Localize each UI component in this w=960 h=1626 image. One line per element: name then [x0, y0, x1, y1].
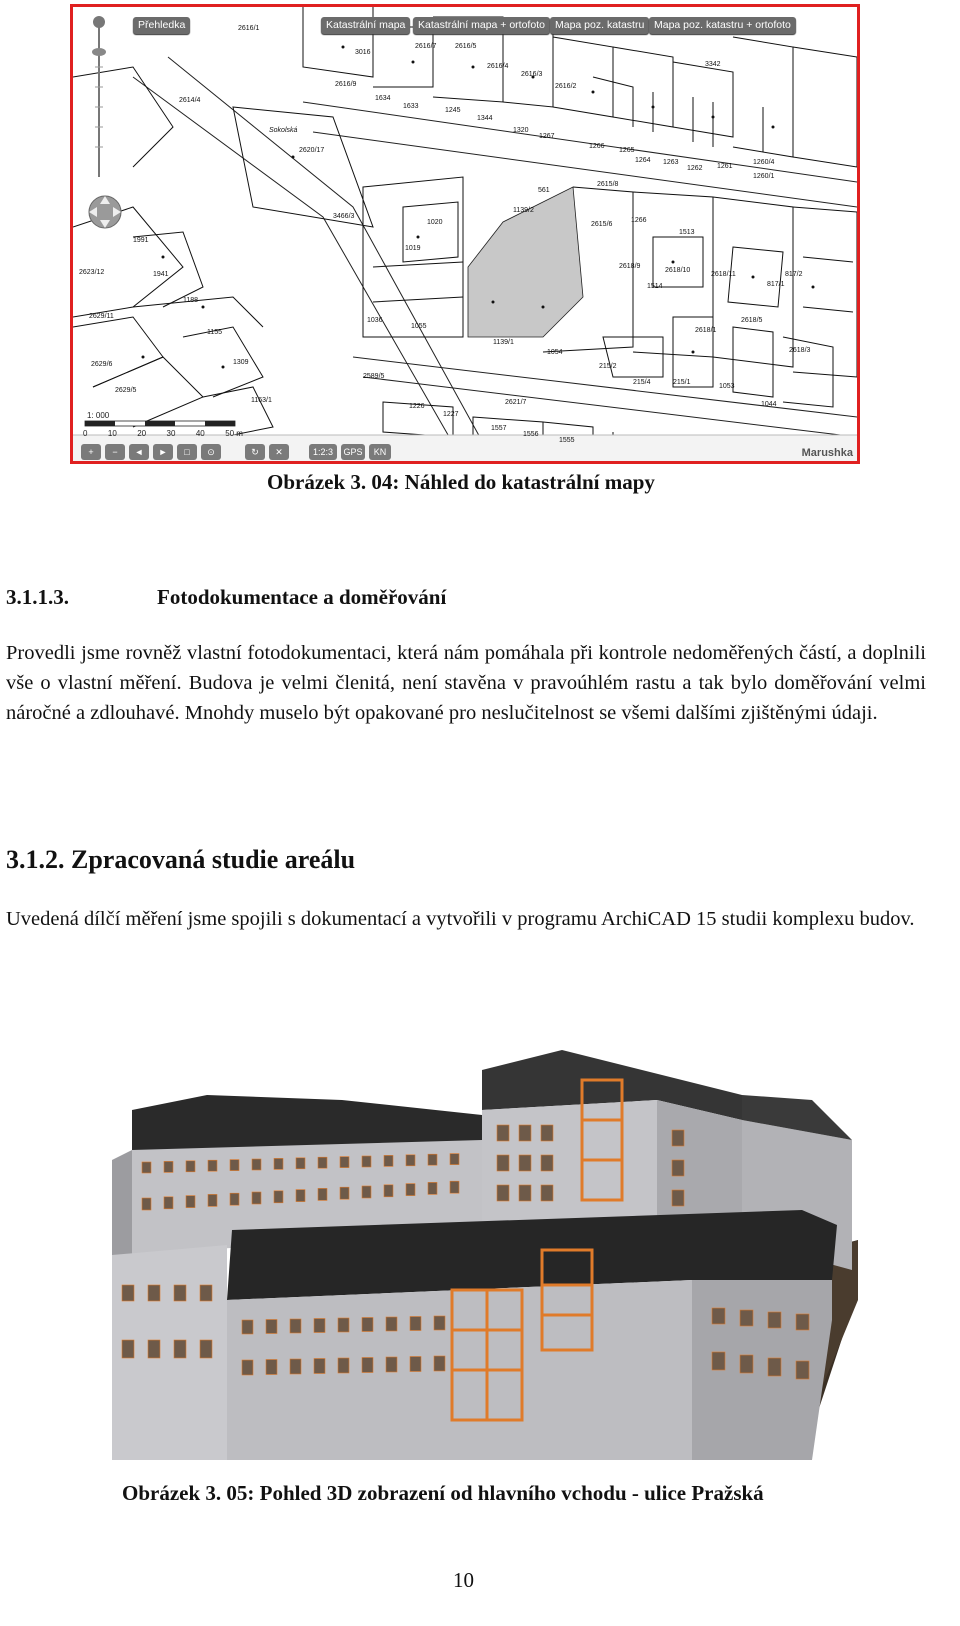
- building-window: [242, 1360, 253, 1375]
- map-brand-logo: Marushka: [801, 447, 853, 459]
- forward-button[interactable]: ►: [153, 444, 173, 460]
- building-window: [274, 1191, 283, 1203]
- building-window: [541, 1125, 553, 1141]
- parcel-number-label: 1044: [761, 401, 777, 408]
- building-window: [338, 1318, 349, 1332]
- parcel-number-label: 1309: [233, 359, 249, 366]
- parcel-number-label: 817/1: [767, 281, 785, 288]
- building-window: [318, 1188, 327, 1200]
- building-window: [384, 1155, 393, 1166]
- measure-button[interactable]: 1:2:3: [309, 444, 337, 460]
- layer-tab-cadastral-map[interactable]: Katastrální mapa: [321, 17, 410, 34]
- parcel-number-label: 1226: [409, 403, 425, 410]
- scale-tick-labels: [83, 429, 243, 438]
- clear-button[interactable]: ✕: [269, 444, 289, 460]
- paragraph-photo-documentation: Provedli jsme rovněž vlastní fotodokumentaci, která nám pomáhala při kontrole nedoměřených částí, a doplnili vše o vlastní měření. Budova je velmi členitá, není stavěna v pravoúhlém rastu a tak bylo doměřování velmi náročné a zdlouhavé. Mnohdy muselo být opakované pro neslučitelnost se všemi dalšími zjištěnými údaji.: [6, 642, 926, 724]
- parcel-number-label: 2616/2: [555, 83, 577, 90]
- building-window: [428, 1154, 437, 1165]
- parcel-number-label: 1265: [619, 147, 635, 154]
- back-button[interactable]: ◄: [129, 444, 149, 460]
- parcel-number-label: 1264: [635, 157, 651, 164]
- building-window: [541, 1155, 553, 1171]
- layer-tab-land-register-map[interactable]: Mapa poz. katastru: [550, 17, 649, 34]
- building-window: [796, 1314, 809, 1330]
- building-window: [164, 1161, 173, 1172]
- building-window: [252, 1192, 261, 1204]
- zoom-slider: [92, 16, 106, 177]
- building-window: [428, 1182, 437, 1194]
- parcel-number-label: 2623/12: [79, 269, 105, 276]
- parcel-number-label: 1320: [513, 127, 529, 134]
- paragraph-study: Uvedená dílčí měření jsme spojili s dokumentací a vytvořili v programu ArchiCAD 15 studii komplexu budov.: [6, 908, 915, 930]
- building-window: [142, 1162, 151, 1173]
- building-window: [362, 1186, 371, 1198]
- layer-tab-cadastral-ortho[interactable]: Katastrální mapa + ortofoto: [413, 17, 550, 34]
- building-window: [122, 1285, 134, 1301]
- figure-caption-3d: Obrázek 3. 05: Pohled 3D zobrazení od hlavního vchodu - ulice Pražská: [122, 1481, 764, 1505]
- building-window: [296, 1190, 305, 1202]
- scale-tick: 0: [83, 429, 88, 438]
- building-window: [712, 1308, 725, 1324]
- parcel-number-label: 1941: [153, 271, 169, 278]
- scale-tick: 40: [195, 429, 205, 438]
- building-window: [362, 1156, 371, 1167]
- parcel-number-label: 1556: [523, 431, 539, 438]
- building-window: [290, 1319, 301, 1333]
- building-window: [314, 1319, 325, 1333]
- parcel-number-label: 215/2: [599, 363, 617, 370]
- parcel-number-label: 2589/5: [363, 373, 385, 380]
- parcel-number-label: 2616/7: [415, 43, 437, 50]
- parcel-number-label: 2618/3: [789, 347, 811, 354]
- building-window: [450, 1154, 459, 1165]
- parcel-number-label: 1019: [405, 245, 421, 252]
- building-window: [497, 1125, 509, 1141]
- building-window: [230, 1160, 239, 1171]
- building-window: [148, 1285, 160, 1301]
- parcel-number-label: 1344: [477, 115, 493, 122]
- building-window: [410, 1317, 421, 1331]
- parcel-number-label: 2629/6: [91, 361, 113, 368]
- parcel-number-label: 1513: [679, 229, 695, 236]
- building-window: [186, 1161, 195, 1172]
- street-label: Sokolská: [269, 127, 298, 134]
- parcel-number-label: 1155: [207, 329, 223, 336]
- building-window: [290, 1359, 301, 1374]
- building-window: [519, 1155, 531, 1171]
- parcel-number-label: 2618/11: [711, 271, 736, 278]
- building-window: [796, 1361, 809, 1379]
- parcel-number-label: 1054: [547, 349, 563, 356]
- zoom-in-button[interactable]: +: [81, 444, 101, 460]
- parcel-number-label: 1555: [559, 437, 575, 444]
- parcel-number-label: 1139/1: [493, 339, 514, 346]
- parcel-number-label: 1634: [375, 95, 391, 102]
- building-window: [406, 1155, 415, 1166]
- page-number: 10: [453, 1568, 474, 1592]
- building-window: [164, 1197, 173, 1209]
- parcel-number-label: 2618/10: [665, 267, 691, 274]
- scale-tick: 30: [166, 429, 176, 438]
- parcel-number-label: 1188: [183, 297, 199, 304]
- building-window: [266, 1360, 277, 1375]
- building-window: [122, 1340, 134, 1358]
- scale-tick: 10: [107, 429, 117, 438]
- section-heading: Fotodokumentace a doměřování: [157, 585, 447, 609]
- building-window: [230, 1193, 239, 1205]
- pan-control: [89, 196, 121, 228]
- building-window: [672, 1190, 684, 1206]
- parcel-number-label: 1514: [647, 283, 663, 290]
- building-window: [768, 1358, 781, 1376]
- building-window: [274, 1158, 283, 1169]
- parcel-number-label: 2618/1: [695, 327, 717, 334]
- parcel-number-label: 1245: [445, 107, 461, 114]
- scale-tick: 50 m: [225, 429, 243, 438]
- archicad-3d-render: [112, 1040, 858, 1460]
- building-window: [672, 1130, 684, 1146]
- parcel-number-label: 1263: [663, 159, 679, 166]
- building-window: [386, 1357, 397, 1372]
- parcel-number-label: 2618/9: [619, 263, 641, 270]
- building-window: [740, 1355, 753, 1373]
- cadastral-map-viewer[interactable]: [70, 4, 860, 464]
- parcel-number-label: 2614/4: [179, 97, 201, 104]
- parcel-number-label: 561: [538, 187, 550, 194]
- building-window: [672, 1160, 684, 1176]
- parcel-number-label: 215/4: [633, 379, 651, 386]
- building-window: [406, 1184, 415, 1196]
- building-window: [252, 1159, 261, 1170]
- parcel-number-label: 1262: [687, 165, 703, 172]
- zoom-box-button[interactable]: □: [177, 444, 197, 460]
- parcel-number-label: 3466/3: [333, 213, 355, 220]
- parcel-number-label: 2616/3: [521, 71, 543, 78]
- parcel-number-label: 2629/11: [89, 313, 114, 320]
- building-window: [384, 1185, 393, 1197]
- parcel-number-label: 1227: [443, 411, 459, 418]
- parcel-number-label: 2616/5: [455, 43, 477, 50]
- parcel-number-label: 1633: [403, 103, 419, 110]
- parcel-number-label: 2620/17: [299, 147, 325, 154]
- building-window: [768, 1312, 781, 1328]
- parcel-number-label: 1557: [491, 425, 507, 432]
- building-window: [362, 1318, 373, 1332]
- map-scale-text: 1: 000: [87, 411, 110, 420]
- parcel-number-label: 1036: [367, 317, 383, 324]
- layer-tab-land-register-ortho[interactable]: Mapa poz. katastru + ortofoto: [649, 17, 796, 34]
- building-window: [174, 1285, 186, 1301]
- building-window: [174, 1340, 186, 1358]
- full-extent-button[interactable]: ⊙: [201, 444, 221, 460]
- parcel-number-label: 2618/5: [741, 317, 763, 324]
- building-window: [340, 1157, 349, 1168]
- building-window: [434, 1316, 445, 1330]
- building-window: [186, 1196, 195, 1208]
- building-window: [386, 1317, 397, 1331]
- parcel-number-label: 1261: [717, 163, 733, 170]
- parcel-number-label: 2616/1: [238, 25, 260, 32]
- building-window: [296, 1158, 305, 1169]
- building-window: [340, 1187, 349, 1199]
- parcel-number-label: 1055: [411, 323, 427, 330]
- parcel-number-label: 2616/4: [487, 63, 509, 70]
- parcel-number-label: 1260/1: [753, 173, 775, 180]
- building-window: [266, 1320, 277, 1334]
- building-window: [362, 1358, 373, 1373]
- building-window: [208, 1194, 217, 1206]
- building-window: [450, 1181, 459, 1193]
- parcel-number-label: 1991: [133, 237, 149, 244]
- parcel-number-label: 817/2: [785, 271, 803, 278]
- figure-caption-map: Obrázek 3. 04: Náhled do katastrální mapy: [267, 470, 655, 494]
- building-window: [410, 1357, 421, 1372]
- parcel-number-label: 1163/1: [251, 397, 272, 404]
- scale-tick: 20: [137, 429, 147, 438]
- building-window: [434, 1356, 445, 1371]
- parcel-number-label: 2621/7: [505, 399, 527, 406]
- parcel-number-label: 1260/4: [753, 159, 775, 166]
- refresh-button[interactable]: ↻: [245, 444, 265, 460]
- building-window: [740, 1310, 753, 1326]
- parcel-number-label: 1053: [719, 383, 735, 390]
- kn-button[interactable]: KN: [369, 444, 391, 460]
- building-window: [497, 1185, 509, 1201]
- parcel-number-label: 3342: [705, 61, 721, 68]
- parcel-number-label: 3016: [355, 49, 371, 56]
- building-window: [338, 1358, 349, 1373]
- overview-button[interactable]: Přehledka: [133, 17, 190, 34]
- scale-bar: [85, 421, 235, 426]
- building-window: [314, 1359, 325, 1374]
- parcel-number-label: 2629/5: [115, 387, 137, 394]
- building-window: [318, 1157, 327, 1168]
- building-window: [519, 1125, 531, 1141]
- building-window: [519, 1185, 531, 1201]
- building-window: [497, 1155, 509, 1171]
- building-window: [208, 1160, 217, 1171]
- building-window: [712, 1352, 725, 1370]
- section-number: 3.1.1.3.: [6, 585, 69, 609]
- zoom-out-button[interactable]: −: [105, 444, 125, 460]
- building-window: [142, 1198, 151, 1210]
- building-window: [200, 1340, 212, 1358]
- parcel-number-label: 2615/6: [591, 221, 613, 228]
- parcel-number-label: 215/1: [673, 379, 691, 386]
- parcel-number-label: 1266: [589, 143, 605, 150]
- parcel-number-label: 1139/2: [513, 207, 534, 214]
- parcel-number-label: 2616/9: [335, 81, 357, 88]
- building-window: [242, 1320, 253, 1334]
- building-window: [200, 1285, 212, 1301]
- parcel-number-label: 1267: [539, 133, 555, 140]
- building-window: [541, 1185, 553, 1201]
- parcel-number-label: 1266: [631, 217, 647, 224]
- building-window: [148, 1340, 160, 1358]
- gps-button[interactable]: GPS: [341, 444, 365, 460]
- parcel-number-label: 1020: [427, 219, 443, 226]
- section-heading-study: 3.1.2. Zpracovaná studie areálu: [6, 845, 356, 874]
- cadastral-map-canvas[interactable]: [73, 7, 857, 461]
- parcel-number-label: 2615/8: [597, 181, 619, 188]
